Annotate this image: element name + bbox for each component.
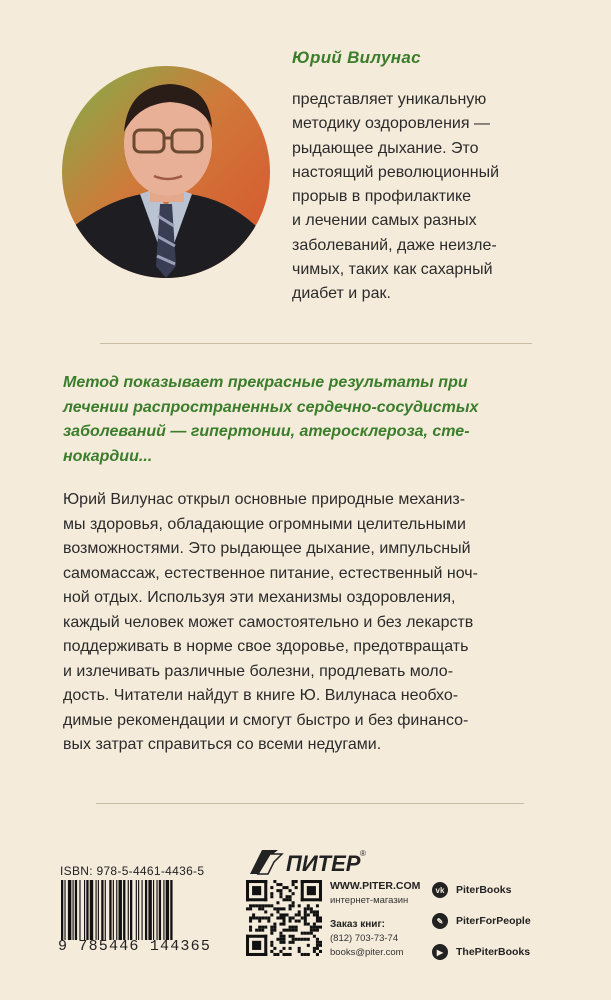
qr-module bbox=[270, 944, 273, 947]
qr-module bbox=[301, 916, 304, 919]
qr-module bbox=[292, 901, 295, 904]
logo-text: ПИТЕР bbox=[286, 851, 361, 876]
qr-module bbox=[298, 913, 301, 916]
intro-line: представляет уникальную bbox=[292, 91, 487, 108]
qr-module bbox=[319, 920, 322, 923]
qr-module bbox=[282, 907, 285, 910]
description-text bbox=[63, 488, 593, 758]
qr-module bbox=[304, 932, 307, 935]
intro-line: настоящий революционный bbox=[292, 163, 500, 181]
qr-module bbox=[292, 916, 295, 919]
divider-top bbox=[100, 343, 532, 344]
qr-module bbox=[319, 926, 322, 929]
qr-module bbox=[276, 889, 279, 892]
barcode-digits: 9 785446 144365 bbox=[58, 938, 212, 955]
qr-module bbox=[316, 941, 319, 944]
qr-module bbox=[319, 944, 322, 947]
qr-module bbox=[273, 929, 276, 932]
qr-module bbox=[292, 904, 295, 907]
qr-module bbox=[273, 953, 276, 956]
qr-module bbox=[261, 929, 264, 932]
social-label: PiterForPeople bbox=[456, 915, 531, 927]
qr-module bbox=[301, 880, 304, 901]
qr-module bbox=[279, 913, 282, 916]
barcode-bar bbox=[166, 880, 169, 940]
qr-module bbox=[286, 913, 289, 916]
barcode-bar bbox=[123, 880, 125, 940]
messenger-icon: ✎ bbox=[432, 913, 448, 929]
registered-mark: ® bbox=[360, 849, 366, 858]
qr-module bbox=[295, 886, 298, 889]
order-phone: (812) 703-73-74 bbox=[330, 933, 399, 944]
qr-module bbox=[282, 913, 285, 916]
barcode bbox=[60, 880, 215, 940]
qr-module bbox=[316, 920, 319, 923]
barcode-bar bbox=[86, 880, 88, 940]
qr-module bbox=[292, 892, 295, 895]
qr-module bbox=[316, 904, 319, 907]
qr-module bbox=[270, 913, 273, 916]
qr-module bbox=[249, 907, 252, 910]
body-line: возможностями. Это рыдающее дыхание, импульсный bbox=[63, 540, 471, 557]
barcode-bar bbox=[64, 880, 65, 940]
qr-module bbox=[264, 880, 267, 901]
qr-module bbox=[292, 880, 295, 883]
order-email[interactable]: books@piter.com bbox=[330, 947, 404, 958]
qr-module bbox=[307, 904, 310, 907]
qr-module bbox=[292, 935, 295, 938]
qr-module bbox=[316, 944, 319, 947]
qr-module bbox=[279, 935, 282, 938]
qr-module bbox=[304, 916, 307, 919]
qr-module bbox=[301, 938, 304, 941]
social-label: ThePiterBooks bbox=[456, 946, 531, 958]
qr-module bbox=[258, 920, 261, 923]
qr-module bbox=[258, 929, 261, 932]
quote-line: лечении распространенных сердечно-сосудистых bbox=[63, 398, 479, 416]
qr-module bbox=[246, 898, 267, 901]
barcode-bar bbox=[98, 880, 99, 940]
qr-module bbox=[304, 907, 307, 910]
qr-module bbox=[316, 938, 319, 941]
qr-module bbox=[267, 916, 270, 919]
qr-module bbox=[252, 913, 255, 916]
qr-module bbox=[261, 916, 264, 919]
qr-module bbox=[289, 916, 292, 919]
qr-module bbox=[264, 916, 267, 919]
intro-line: рыдающее дыхание. Это bbox=[292, 139, 479, 157]
qr-module bbox=[316, 926, 319, 929]
qr-module bbox=[282, 886, 285, 889]
qr-module bbox=[279, 950, 282, 953]
qr-module bbox=[304, 938, 307, 941]
qr-module bbox=[267, 904, 270, 907]
qr-module bbox=[295, 938, 298, 941]
quote-line: нокардии... bbox=[63, 447, 153, 465]
play-icon: ▶ bbox=[432, 944, 448, 960]
qr-module bbox=[286, 929, 289, 932]
qr-module bbox=[282, 898, 285, 901]
qr-module bbox=[286, 898, 289, 901]
qr-module bbox=[313, 910, 316, 913]
qr-module bbox=[307, 913, 310, 916]
qr-module bbox=[279, 932, 282, 935]
body-line: вых затрат справиться со всеми недугами. bbox=[63, 736, 382, 753]
qr-module bbox=[270, 932, 273, 935]
qr-module bbox=[319, 880, 322, 901]
qr-module bbox=[289, 926, 292, 929]
barcode-bar bbox=[142, 880, 143, 940]
barcode-bar bbox=[109, 880, 111, 940]
qr-module bbox=[273, 907, 276, 910]
qr-module bbox=[249, 929, 252, 932]
body-line: дость. Читатели найдут в книге Ю. Вилунаса необхо- bbox=[63, 687, 459, 704]
qr-module bbox=[316, 910, 319, 913]
qr-module bbox=[298, 950, 301, 953]
qr-module bbox=[289, 941, 292, 944]
qr-module bbox=[276, 907, 279, 910]
qr-module bbox=[301, 898, 322, 901]
qr-module bbox=[246, 935, 249, 956]
qr-module bbox=[286, 953, 289, 956]
publisher-website[interactable]: WWW.PITER.COM bbox=[330, 880, 421, 892]
qr-module bbox=[264, 910, 267, 913]
qr-module bbox=[252, 886, 261, 895]
qr-module bbox=[279, 907, 282, 910]
qr-module bbox=[295, 929, 298, 932]
qr-module bbox=[279, 923, 282, 926]
qr-module bbox=[310, 910, 313, 913]
qr-module bbox=[313, 929, 316, 932]
qr-module bbox=[264, 904, 267, 907]
quote-line: заболеваний — гипертонии, атеросклероза, сте- bbox=[63, 423, 470, 440]
qr-module bbox=[289, 895, 292, 898]
isbn-label: ISBN: 978-5-4461-4436-5 bbox=[60, 864, 205, 878]
qr-module bbox=[304, 953, 307, 956]
barcode-bar bbox=[105, 880, 106, 940]
intro-line: заболеваний, даже неизле- bbox=[292, 236, 497, 254]
author-intro bbox=[292, 88, 592, 307]
qr-module bbox=[295, 920, 298, 923]
qr-module bbox=[307, 923, 310, 926]
qr-module bbox=[310, 929, 313, 932]
divider-bottom bbox=[96, 803, 524, 804]
barcode-bar bbox=[136, 880, 137, 940]
intro-line: и лечении самых разных bbox=[292, 212, 477, 230]
body-line: и излечивать различные болезни, продлевать моло- bbox=[63, 662, 454, 680]
qr-module bbox=[270, 886, 273, 889]
qr-module bbox=[316, 913, 319, 916]
barcode-bar bbox=[90, 880, 93, 940]
vk-icon: vk bbox=[432, 882, 448, 898]
qr-module bbox=[279, 892, 282, 895]
qr-module bbox=[316, 947, 319, 950]
qr-module bbox=[270, 892, 273, 895]
qr-module bbox=[246, 953, 267, 956]
qr-module bbox=[301, 880, 322, 883]
social-label: PiterBooks bbox=[456, 884, 512, 896]
qr-module bbox=[301, 953, 304, 956]
qr-module bbox=[273, 880, 276, 883]
social-play[interactable] bbox=[432, 944, 530, 960]
qr-module bbox=[313, 935, 316, 938]
qr-module bbox=[292, 883, 295, 886]
qr-module bbox=[252, 904, 255, 907]
body-line: каждый человек может самостоятельно и без лекарств bbox=[63, 613, 474, 631]
qr-module bbox=[258, 926, 261, 929]
qr-module bbox=[289, 953, 292, 956]
qr-module bbox=[316, 953, 319, 956]
qr-module bbox=[261, 907, 264, 910]
intro-line: чимых, таких как сахарный bbox=[292, 261, 493, 279]
barcode-bar bbox=[163, 880, 164, 940]
qr-module bbox=[267, 920, 270, 923]
qr-module bbox=[279, 941, 282, 944]
highlight-quote bbox=[63, 371, 583, 469]
body-line: поддерживать в норме свое здоровье, предотвращать bbox=[63, 638, 469, 655]
qr-module bbox=[258, 916, 261, 919]
qr-module bbox=[273, 923, 276, 926]
qr-module bbox=[246, 880, 267, 883]
barcode-bar bbox=[61, 880, 63, 940]
qr-module bbox=[307, 907, 310, 910]
qr-module bbox=[298, 910, 301, 913]
qr-module bbox=[313, 913, 316, 916]
qr-module bbox=[270, 895, 273, 898]
intro-line: диабет и рак. bbox=[292, 285, 391, 303]
piter-logo bbox=[248, 844, 372, 878]
qr-module bbox=[270, 941, 273, 944]
qr-module bbox=[289, 947, 292, 950]
intro-line: методику оздоровления — bbox=[292, 115, 490, 133]
qr-module bbox=[252, 916, 255, 919]
order-label: Заказ книг: bbox=[330, 919, 385, 930]
barcode-bar bbox=[96, 880, 97, 940]
barcode-bar bbox=[145, 880, 147, 940]
qr-module bbox=[279, 895, 282, 898]
qr-module bbox=[282, 920, 285, 923]
qr-module bbox=[276, 938, 279, 941]
qr-module bbox=[279, 883, 282, 886]
qr-module bbox=[246, 935, 267, 938]
qr-module bbox=[255, 916, 258, 919]
qr-module bbox=[310, 932, 313, 935]
quote-line: Метод показывает прекрасные результаты при bbox=[63, 374, 468, 391]
qr-module bbox=[249, 916, 252, 919]
qr-module bbox=[292, 938, 295, 941]
qr-module bbox=[298, 938, 301, 941]
qr-module bbox=[282, 935, 285, 938]
qr-module bbox=[276, 901, 279, 904]
body-line: димые рекомендации и смогут быстро и без финансо- bbox=[63, 711, 469, 729]
body-line: Юрий Вилунас открыл основные природные механиз- bbox=[63, 491, 466, 508]
qr-module bbox=[276, 916, 279, 919]
qr-module bbox=[273, 947, 276, 950]
qr-module bbox=[307, 953, 310, 956]
qr-module bbox=[282, 941, 285, 944]
qr-module bbox=[270, 904, 273, 907]
qr-module bbox=[276, 910, 279, 913]
qr-module bbox=[246, 907, 249, 910]
qr-module bbox=[289, 904, 292, 907]
qr-module bbox=[255, 929, 258, 932]
qr-module bbox=[307, 944, 310, 947]
qr-module bbox=[264, 935, 267, 956]
qr-module bbox=[258, 907, 261, 910]
body-line: ной отдых. Используя эти механизмы оздоровления, bbox=[63, 589, 456, 606]
qr-module bbox=[276, 883, 279, 886]
qr-module bbox=[313, 923, 316, 926]
qr-module bbox=[289, 920, 292, 923]
qr-module bbox=[307, 932, 310, 935]
qr-code bbox=[246, 880, 322, 956]
qr-module bbox=[310, 926, 313, 929]
barcode-bar bbox=[75, 880, 77, 940]
barcode-bar bbox=[84, 880, 85, 940]
qr-module bbox=[270, 950, 273, 953]
qr-module bbox=[282, 923, 285, 926]
qr-module bbox=[319, 941, 322, 944]
qr-module bbox=[316, 929, 319, 932]
author-photo-illustration bbox=[62, 66, 270, 278]
qr-module bbox=[313, 947, 316, 950]
qr-module bbox=[282, 947, 285, 950]
qr-module bbox=[313, 950, 316, 953]
barcode-bar bbox=[148, 880, 151, 940]
qr-module bbox=[289, 935, 292, 938]
qr-module bbox=[304, 923, 307, 926]
body-line: мы здоровья, обладающие огромными целительными bbox=[63, 515, 466, 533]
barcode-bar bbox=[170, 880, 172, 940]
qr-module bbox=[310, 907, 313, 910]
barcode-bar bbox=[153, 880, 154, 940]
qr-module bbox=[292, 941, 295, 944]
qr-module bbox=[261, 904, 264, 907]
shop-label: интернет-магазин bbox=[330, 895, 409, 906]
qr-module bbox=[258, 904, 261, 907]
barcode-bar bbox=[73, 880, 74, 940]
qr-module bbox=[295, 926, 298, 929]
qr-module bbox=[279, 889, 282, 892]
author-portrait bbox=[62, 66, 270, 278]
qr-module bbox=[270, 929, 273, 932]
qr-module bbox=[295, 880, 298, 883]
author-name: Юрий Вилунас bbox=[292, 48, 421, 67]
qr-module bbox=[307, 938, 310, 941]
qr-module bbox=[316, 916, 319, 919]
qr-module bbox=[282, 938, 285, 941]
qr-module bbox=[282, 916, 285, 919]
qr-module bbox=[261, 926, 264, 929]
barcode-bar bbox=[130, 880, 132, 940]
qr-module bbox=[304, 910, 307, 913]
qr-module bbox=[255, 904, 258, 907]
barcode-bar bbox=[116, 880, 117, 940]
social-vk[interactable] bbox=[432, 882, 511, 898]
qr-module bbox=[270, 926, 273, 929]
barcode-bar bbox=[119, 880, 122, 940]
qr-module bbox=[298, 904, 301, 907]
qr-module bbox=[273, 926, 276, 929]
qr-module bbox=[282, 953, 285, 956]
qr-module bbox=[289, 889, 292, 892]
intro-line: прорыв в профилактике bbox=[292, 188, 472, 206]
qr-module bbox=[289, 929, 292, 932]
qr-module bbox=[319, 916, 322, 919]
qr-module bbox=[295, 913, 298, 916]
barcode-bar bbox=[79, 880, 80, 940]
qr-module bbox=[249, 904, 252, 907]
qr-module bbox=[289, 898, 292, 901]
qr-module bbox=[289, 907, 292, 910]
qr-module bbox=[264, 926, 267, 929]
qr-module bbox=[307, 886, 316, 895]
qr-module bbox=[276, 953, 279, 956]
qr-module bbox=[282, 929, 285, 932]
qr-module bbox=[298, 947, 301, 950]
barcode-bar bbox=[101, 880, 103, 940]
qr-module bbox=[301, 932, 304, 935]
barcode-bar bbox=[68, 880, 71, 940]
qr-module bbox=[279, 916, 282, 919]
qr-module bbox=[246, 880, 249, 901]
qr-module bbox=[279, 938, 282, 941]
qr-module bbox=[298, 920, 301, 923]
qr-module bbox=[286, 886, 289, 889]
qr-module bbox=[292, 926, 295, 929]
barcode-bar bbox=[159, 880, 161, 940]
qr-module bbox=[286, 895, 289, 898]
social-messenger[interactable] bbox=[432, 913, 531, 929]
qr-module bbox=[249, 926, 252, 929]
qr-module bbox=[304, 913, 307, 916]
body-line: самомассаж, естественное питание, естественный ноч- bbox=[63, 564, 478, 582]
qr-module bbox=[304, 920, 307, 923]
barcode-bar bbox=[128, 880, 129, 940]
barcode-bar bbox=[113, 880, 114, 940]
qr-module bbox=[249, 920, 252, 923]
qr-module bbox=[319, 950, 322, 953]
barcode-bar bbox=[156, 880, 157, 940]
barcode-bar bbox=[138, 880, 139, 940]
qr-module bbox=[292, 929, 295, 932]
qr-module bbox=[313, 926, 316, 929]
qr-module bbox=[252, 941, 261, 950]
